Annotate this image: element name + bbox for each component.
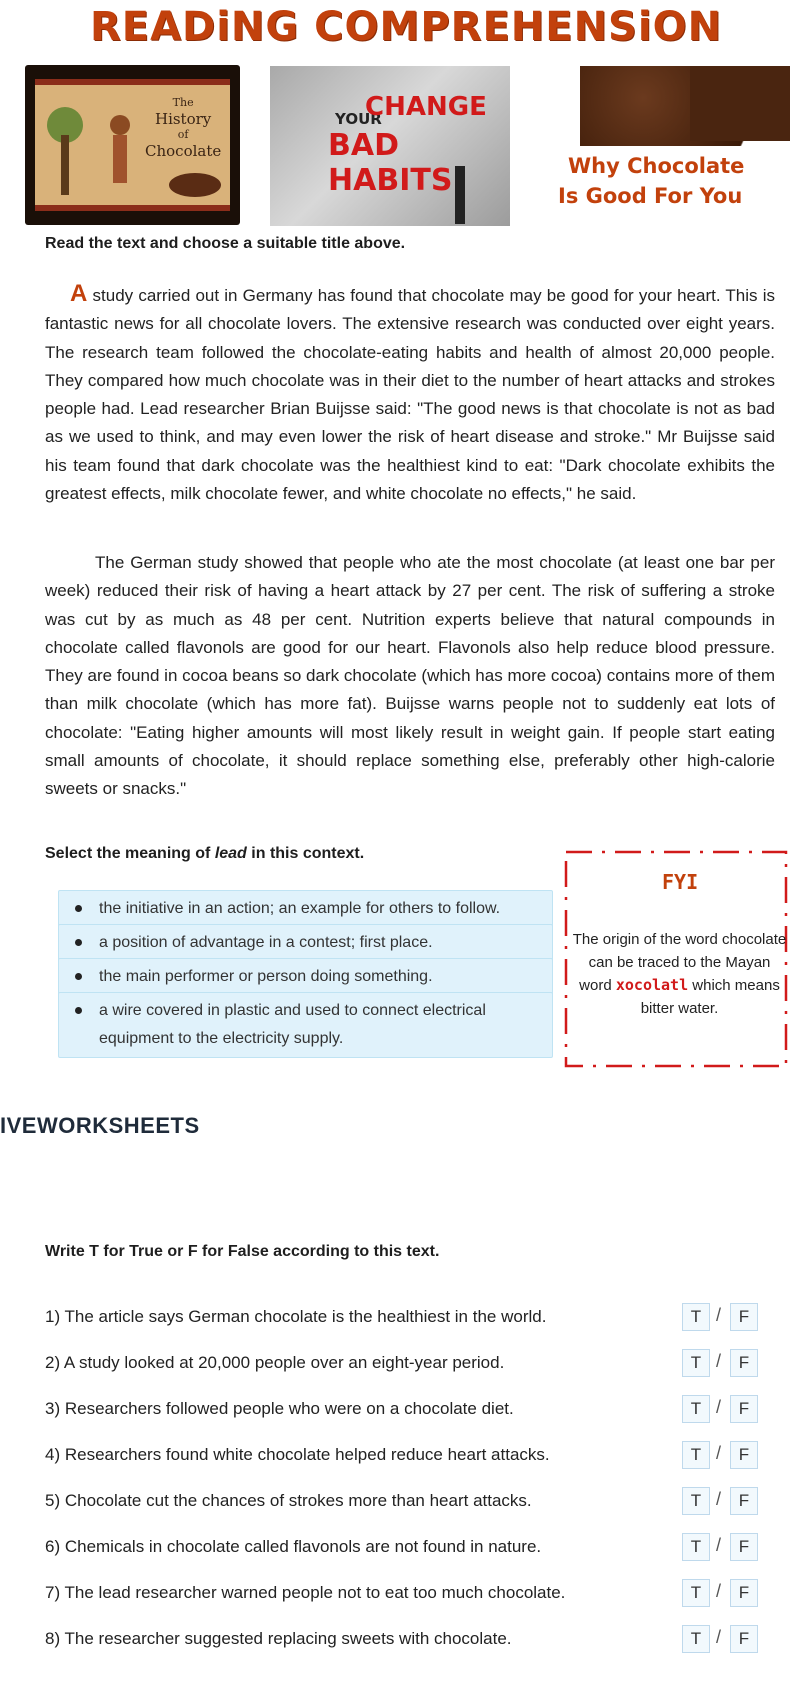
statement-6: 6) Chemicals in chocolate called flavonols are not found in nature.: [45, 1537, 542, 1556]
paragraph-2: The German study showed that people who ate the most chocolate (at least one bar per week) reduced their risk of having a heart attack by 27 per cent. The risk of suffering a stroke was cut by as much as 48 per cent. Nutrition experts believe that natural compounds in chocolate called flavonols are good for our heart. Flavonols also help reduce blood pressure. They are found in cocoa beans so dark chocolate (which has more cocoa) contains more of them than milk chocolate (which has more fat). Buijsse warns people not to suddenly eat lots of chocolate: "Eating higher amounts will most likely result in weight gain. If people start eating small amounts of chocolate, it should replace something else, preferably other high-calorie sweets or snacks.": [45, 553, 775, 799]
false-button[interactable]: F: [730, 1303, 758, 1331]
drop-cap: A: [70, 280, 88, 307]
mayan-word: xocolatl: [615, 976, 689, 994]
slash-separator: /: [716, 1489, 722, 1509]
slash-separator: /: [716, 1397, 722, 1417]
reading-instruction: Read the text and choose a suitable title above.: [45, 235, 406, 252]
lead-word: lead: [214, 845, 247, 862]
tf-choice-3: [682, 1395, 760, 1423]
tf-choice-6: [682, 1533, 760, 1561]
statement-1: 1) The article says German chocolate is the healthiest in the world.: [45, 1307, 547, 1326]
true-false-instruction: Write T for True or F for False according to this text.: [45, 1243, 440, 1260]
true-button[interactable]: T: [682, 1625, 710, 1653]
paragraph-1: [45, 280, 775, 508]
meaning-question: Select the meaning of lead in this context.: [45, 845, 365, 862]
statement-4: 4) Researchers found white chocolate helped reduce heart attacks.: [45, 1445, 550, 1464]
true-button[interactable]: T: [682, 1395, 710, 1423]
meaning-option-1[interactable]: the initiative in an action; an example for others to follow.: [58, 890, 553, 928]
fyi-box: [562, 848, 790, 1070]
why-chocolate-line2: Is Good For You: [558, 184, 743, 208]
false-button[interactable]: F: [730, 1625, 758, 1653]
slash-separator: /: [716, 1443, 722, 1463]
statement-8: 8) The researcher suggested replacing sweets with chocolate.: [45, 1629, 512, 1648]
slash-separator: /: [716, 1581, 722, 1601]
history-title-text: The History of Chocolate: [145, 96, 222, 160]
change-bad-habits-image[interactable]: [270, 66, 510, 226]
why-chocolate-line1: Why Chocolate: [568, 154, 745, 178]
true-button[interactable]: T: [682, 1579, 710, 1607]
tf-choice-1: [682, 1303, 760, 1331]
chocolate-bar-icon: [690, 66, 790, 141]
fyi-text: The origin of the word chocolate can be traced to the Mayan word xocolatl which means bitter water.: [572, 931, 787, 1017]
your-text: YOUR: [335, 110, 382, 128]
false-button[interactable]: F: [730, 1487, 758, 1515]
true-button[interactable]: T: [682, 1487, 710, 1515]
tf-choice-7: [682, 1579, 760, 1607]
statement-2: 2) A study looked at 20,000 people over an eight-year period.: [45, 1353, 505, 1372]
bullet-icon: [75, 1007, 82, 1014]
why-chocolate-image[interactable]: [540, 66, 790, 226]
person-silhouette-icon: [455, 166, 465, 224]
false-button[interactable]: F: [730, 1579, 758, 1607]
tf-choice-5: [682, 1487, 760, 1515]
fyi-label: FYI: [662, 870, 699, 894]
statement-7: 7) The lead researcher warned people not to eat too much chocolate.: [45, 1583, 566, 1602]
tf-choice-8: [682, 1625, 760, 1653]
paragraph-1-text: study carried out in Germany has found that chocolate may be good for your heart. This is fantastic news for all chocolate lovers. The extensive research was conducted over eight years. The research team followed the chocolate-eating habits and health of almost 20,000 people. They compared how much chocolate was in their diet to the number of heart attacks and strokes people had. Lead researcher Brian Buijsse said: "The good news is that chocolate is not as bad as we used to think, and may even lower the risk of heart disease and stroke." Mr Buijsse said his team found that dark chocolate was the healthiest kind to eat: "Dark chocolate exhibits the greatest effects, milk chocolate fewer, and white chocolate no effects," he said.: [45, 286, 775, 504]
false-button[interactable]: F: [730, 1441, 758, 1469]
change-text: CHANGE: [365, 92, 487, 122]
bullet-icon: [75, 905, 82, 912]
true-button[interactable]: T: [682, 1533, 710, 1561]
false-button[interactable]: F: [730, 1533, 758, 1561]
worksheet-title: READiNG COMPREHENSiON: [89, 4, 723, 50]
tf-choice-4: [682, 1441, 760, 1469]
slash-separator: /: [716, 1351, 722, 1371]
true-button[interactable]: T: [682, 1349, 710, 1377]
true-button[interactable]: T: [682, 1441, 710, 1469]
meaning-option-3[interactable]: the main performer or person doing something.: [58, 958, 553, 996]
bad-habits-text: BAD HABITS: [328, 128, 453, 198]
liveworksheets-brand: IVEWORKSHEETS: [0, 1113, 200, 1138]
meaning-option-2[interactable]: a position of advantage in a contest; first place.: [58, 924, 553, 962]
slash-separator: /: [716, 1627, 722, 1647]
slash-separator: /: [716, 1305, 722, 1325]
false-button[interactable]: F: [730, 1349, 758, 1377]
statement-5: 5) Chocolate cut the chances of strokes more than heart attacks.: [45, 1491, 532, 1510]
tf-choice-2: [682, 1349, 760, 1377]
statement-3: 3) Researchers followed people who were on a chocolate diet.: [45, 1399, 514, 1418]
false-button[interactable]: F: [730, 1395, 758, 1423]
true-button[interactable]: T: [682, 1303, 710, 1331]
bullet-icon: [75, 939, 82, 946]
bullet-icon: [75, 973, 82, 980]
meaning-option-4[interactable]: a wire covered in plastic and used to connect electrical equipment to the electricity supply.: [58, 992, 553, 1058]
history-of-chocolate-image[interactable]: [25, 65, 240, 225]
slash-separator: /: [716, 1535, 722, 1555]
